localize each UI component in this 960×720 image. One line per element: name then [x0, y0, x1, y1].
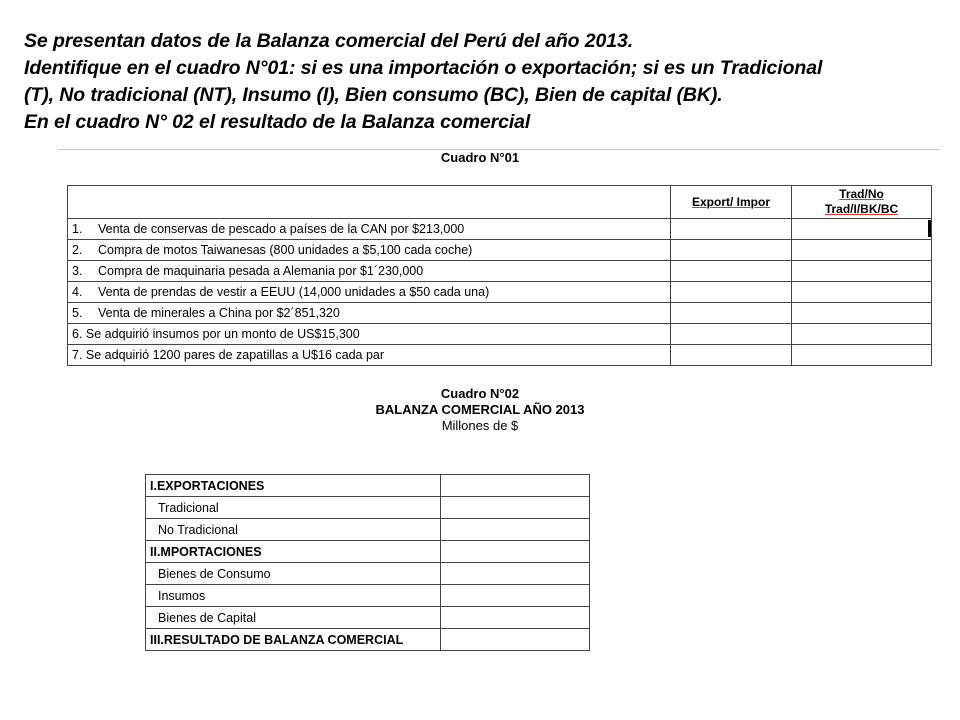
table-row	[68, 240, 932, 261]
value-cell[interactable]	[441, 475, 590, 497]
answer-cell-type[interactable]	[792, 240, 932, 261]
answer-cell-type[interactable]	[792, 282, 932, 303]
answer-cell-export-import[interactable]	[671, 324, 792, 345]
answer-cell-type[interactable]	[792, 219, 932, 240]
row-number: 2.	[72, 243, 83, 257]
answer-cell-export-import[interactable]	[671, 219, 792, 240]
answer-cell-export-import[interactable]	[671, 282, 792, 303]
header-export-import-label: Export/ Impor	[691, 194, 770, 209]
row-label: Bienes de Capital	[146, 607, 441, 629]
header-export-import	[671, 186, 792, 219]
value-cell[interactable]	[441, 519, 590, 541]
table-row	[68, 261, 932, 282]
table-row	[68, 345, 932, 366]
row-text: Compra de motos Taiwanesas (800 unidades a $5,100 cada coche)	[98, 243, 473, 257]
cuadro2-title: Cuadro N°02	[440, 386, 520, 401]
value-cell[interactable]	[441, 607, 590, 629]
table-header-row	[68, 186, 932, 219]
header-type	[792, 186, 932, 219]
row-number: 5.	[72, 306, 83, 320]
header-type-line2: Trad/I/BK/BC	[824, 202, 899, 216]
section-label: I.EXPORTACIONES	[146, 475, 441, 497]
answer-cell-type[interactable]	[792, 324, 932, 345]
cuadro1-title: Cuadro N°01	[440, 150, 520, 165]
row-label: Insumos	[146, 585, 441, 607]
answer-cell-export-import[interactable]	[671, 303, 792, 324]
row-text: Compra de maquinaria pesada a Alemania por $1´230,000	[98, 264, 424, 278]
value-cell[interactable]	[441, 629, 590, 651]
row-number: 3.	[72, 264, 83, 278]
text-cursor-mark	[928, 220, 931, 237]
instruction-line: En el cuadro N° 02 el resultado de la Balanza comercial	[24, 111, 531, 133]
row-text: Venta de minerales a China por $2´851,320	[98, 306, 340, 320]
cuadro2-units: Millones de $	[441, 418, 519, 433]
answer-cell-type[interactable]	[792, 261, 932, 282]
row-label: Bienes de Consumo	[146, 563, 441, 585]
section-label: III.RESULTADO DE BALANZA COMERCIAL	[146, 629, 441, 651]
header-type-line1: Trad/No	[839, 187, 884, 201]
answer-cell-export-import[interactable]	[671, 345, 792, 366]
row-number: 1.	[72, 222, 83, 236]
cuadro2-subtitle: BALANZA COMERCIAL AÑO 2013	[375, 402, 585, 417]
table-row	[146, 541, 590, 563]
answer-cell-type[interactable]	[792, 345, 932, 366]
value-cell[interactable]	[441, 563, 590, 585]
table-row	[146, 563, 590, 585]
row-label: Tradicional	[146, 497, 441, 519]
answer-cell-export-import[interactable]	[671, 261, 792, 282]
instruction-line: Identifique en el cuadro N°01: si es una importación o exportación; si es un Tradicional	[24, 57, 823, 79]
value-cell[interactable]	[441, 585, 590, 607]
header-empty-cell	[68, 186, 671, 219]
cuadro2-table	[145, 474, 590, 651]
answer-cell-export-import[interactable]	[671, 240, 792, 261]
table-row	[146, 475, 590, 497]
instructions	[24, 28, 944, 136]
row-text: Venta de prendas de vestir a EEUU (14,000 unidades a $50 cada una)	[98, 285, 490, 299]
answer-cell-type[interactable]	[792, 303, 932, 324]
table-row	[146, 607, 590, 629]
section-label: II.MPORTACIONES	[146, 541, 441, 563]
table-row	[68, 219, 932, 240]
row-text: 6. Se adquirió insumos por un monto de US$15,300	[72, 327, 360, 341]
instruction-line: Se presentan datos de la Balanza comercial del Perú del año 2013.	[24, 30, 634, 52]
row-text: Venta de conservas de pescado a países de la CAN por $213,000	[98, 222, 465, 236]
instruction-line: (T), No tradicional (NT), Insumo (I), Bien consumo (BC), Bien de capital (BK).	[24, 84, 723, 106]
table-row	[68, 324, 932, 345]
row-number: 4.	[72, 285, 83, 299]
table-row	[146, 519, 590, 541]
row-label: No Tradicional	[146, 519, 441, 541]
value-cell[interactable]	[441, 541, 590, 563]
cuadro1-table	[67, 185, 932, 366]
table-row	[146, 629, 590, 651]
row-text: 7. Se adquirió 1200 pares de zapatillas a U$16 cada par	[72, 348, 385, 362]
table-row	[146, 497, 590, 519]
table-row	[68, 303, 932, 324]
value-cell[interactable]	[441, 497, 590, 519]
table-row	[146, 585, 590, 607]
table-row	[68, 282, 932, 303]
